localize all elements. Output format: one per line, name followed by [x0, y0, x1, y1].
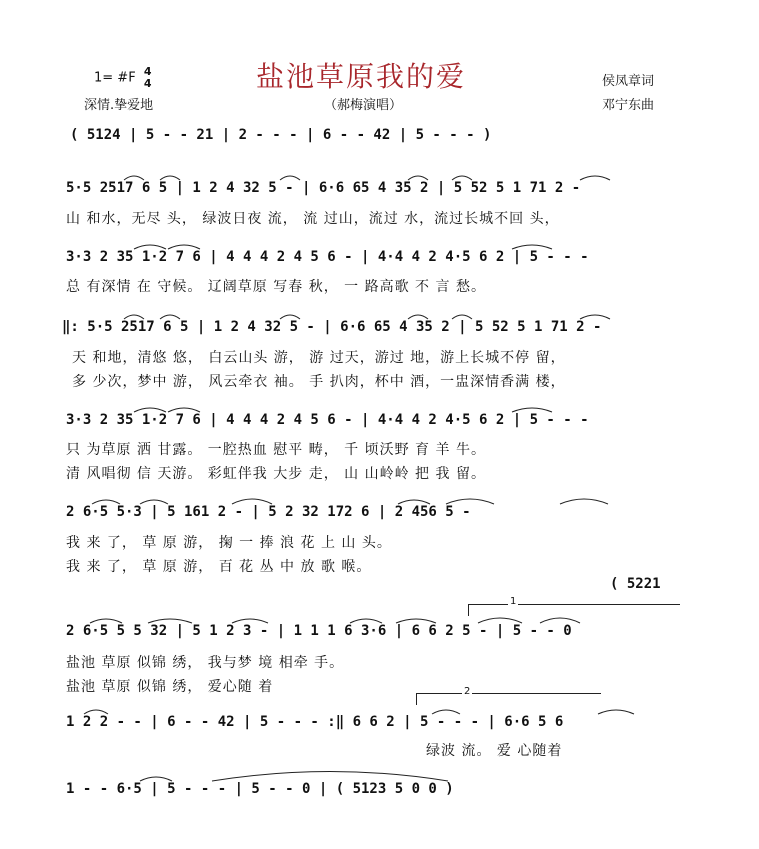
- notation-row-2: 3·3 2 35 1·2 7 6 | 4 4 4 2 4 5 6 - | 4·4 4 2 4·5 6 2 | 5 - - -: [66, 249, 589, 265]
- slur: [580, 176, 610, 180]
- lyric-row-6-verse-1: 盐池 草原 似锦 绣， 我与梦 境 相牵 手。: [66, 655, 345, 671]
- slur: [432, 710, 460, 714]
- slur: [92, 500, 120, 504]
- lyric-row-5-verse-1: 我 来 了， 草 原 游， 掬 一 捧 浪 花 上 山 头。: [66, 535, 392, 551]
- lyric-row-3-verse-1: 天 和地，清悠 悠， 白云山头 游， 游 过天，游过 地，游上长城不停 留，: [72, 350, 566, 366]
- slur: [396, 619, 436, 623]
- notation-row-intro: ( 5124 | 5 - - 21 | 2 - - - | 6 - - 42 | 5 - - - ): [70, 127, 492, 143]
- slur: [512, 408, 552, 412]
- lyric-row-2-verse-1: 总 有深情 在 守候。 辽阔草原 写春 秋， 一 路高歌 不 言 愁。: [66, 279, 486, 295]
- notation-row-8: 1 - - 6·5 | 5 - - - | 5 - - 0 | ( 5123 5 0 0 ): [66, 781, 454, 797]
- slur: [232, 499, 272, 504]
- mood-marking: 深情.挚爱地: [84, 98, 154, 113]
- volta-number-1: 1: [510, 596, 517, 607]
- time-signature-denominator: 4: [143, 77, 152, 90]
- slur: [446, 499, 494, 504]
- slur: [232, 619, 268, 623]
- page-title: 盐池草原我的爱: [256, 60, 467, 93]
- slur: [90, 619, 122, 623]
- volta-number-2: 2: [464, 686, 471, 697]
- lyric-row-4-verse-2: 清 风唱彻 信 天游。 彩虹伴我 大步 走， 山 山岭岭 把 我 留。: [66, 466, 486, 482]
- slur: [280, 315, 300, 319]
- slur: [84, 710, 108, 714]
- pickup-notes: ( 5221: [610, 576, 661, 592]
- key-signature: 1= #F 4 4: [94, 65, 152, 90]
- slur: [168, 408, 200, 412]
- notation-row-6: 2 6·5 5 5 32 | 5 1 2 3 - | 1 1 1 6 3·6 | 6 6 2 5 - | 5 - - 0: [66, 623, 572, 639]
- slur: [408, 176, 428, 180]
- slur: [168, 245, 200, 249]
- slur: [134, 245, 166, 249]
- slur: [124, 315, 144, 319]
- slur: [408, 315, 428, 319]
- slur: [212, 772, 448, 782]
- lyricist-credit: 侯凤章词: [602, 74, 655, 89]
- slur: [452, 176, 472, 180]
- slur: [140, 500, 168, 504]
- slur: [398, 500, 430, 504]
- slur: [580, 315, 610, 319]
- slur: [598, 710, 634, 714]
- composer-credit: 邓宁东曲: [602, 98, 655, 113]
- lyric-row-3-verse-2: 多 少次，梦中 游， 风云牵衣 袖。 手 扒肉，杯中 酒，一盅深情香满 楼，: [72, 374, 566, 390]
- notation-row-1: 5·5 2517 6 5 | 1 2 4 32 5 - | 6·6 65 4 35 2 | 5 52 5 1 71 2 -: [66, 180, 581, 196]
- lyric-row-6-verse-2: 盐池 草原 似锦 绣， 爱心随 着: [66, 679, 274, 695]
- notation-row-3: ‖: 5·5 2517 6 5 | 1 2 4 32 5 - | 6·6 65 4 35 2 | 5 52 5 1 71 2 -: [62, 319, 602, 335]
- lyric-row-7-verse-1: 绿波 流。 爱 心随着: [426, 743, 563, 759]
- notation-row-5: 2 6·5 5·3 | 5 161 2 - | 5 2 32 172 6 | 2 456 5 -: [66, 504, 471, 520]
- notation-row-7: 1 2 2 - - | 6 - - 42 | 5 - - - :‖ 6 6 2 | 5 - - - | 6·6 5 6: [66, 714, 564, 730]
- notation-row-4: 3·3 2 35 1·2 7 6 | 4 4 4 2 4 5 6 - | 4·4 4 2 4·5 6 2 | 5 - - -: [66, 412, 589, 428]
- slur: [452, 315, 472, 319]
- slur: [160, 315, 180, 319]
- slur: [540, 618, 580, 623]
- lyric-row-1-verse-1: 山 和水，无尽 头， 绿波日夜 流， 流 过山，流过 水，流过长城不回 头，: [66, 211, 560, 227]
- slur: [350, 619, 382, 623]
- lyric-row-4-verse-1: 只 为草原 洒 甘露。 一腔热血 慰平 畴， 千 顷沃野 育 羊 牛。: [66, 442, 486, 458]
- slur: [140, 777, 172, 781]
- slur: [560, 499, 608, 504]
- time-signature-numerator: 4: [143, 65, 152, 78]
- lyric-row-5-verse-2: 我 来 了， 草 原 游， 百 花 丛 中 放 歌 喉。: [66, 559, 372, 575]
- slur: [280, 176, 300, 180]
- slur: [512, 245, 552, 249]
- slur: [148, 619, 192, 623]
- slur: [478, 618, 522, 623]
- slur: [134, 408, 166, 412]
- slur: [124, 176, 144, 180]
- singer-credit: （郝梅演唱）: [324, 98, 403, 113]
- slur: [160, 176, 180, 180]
